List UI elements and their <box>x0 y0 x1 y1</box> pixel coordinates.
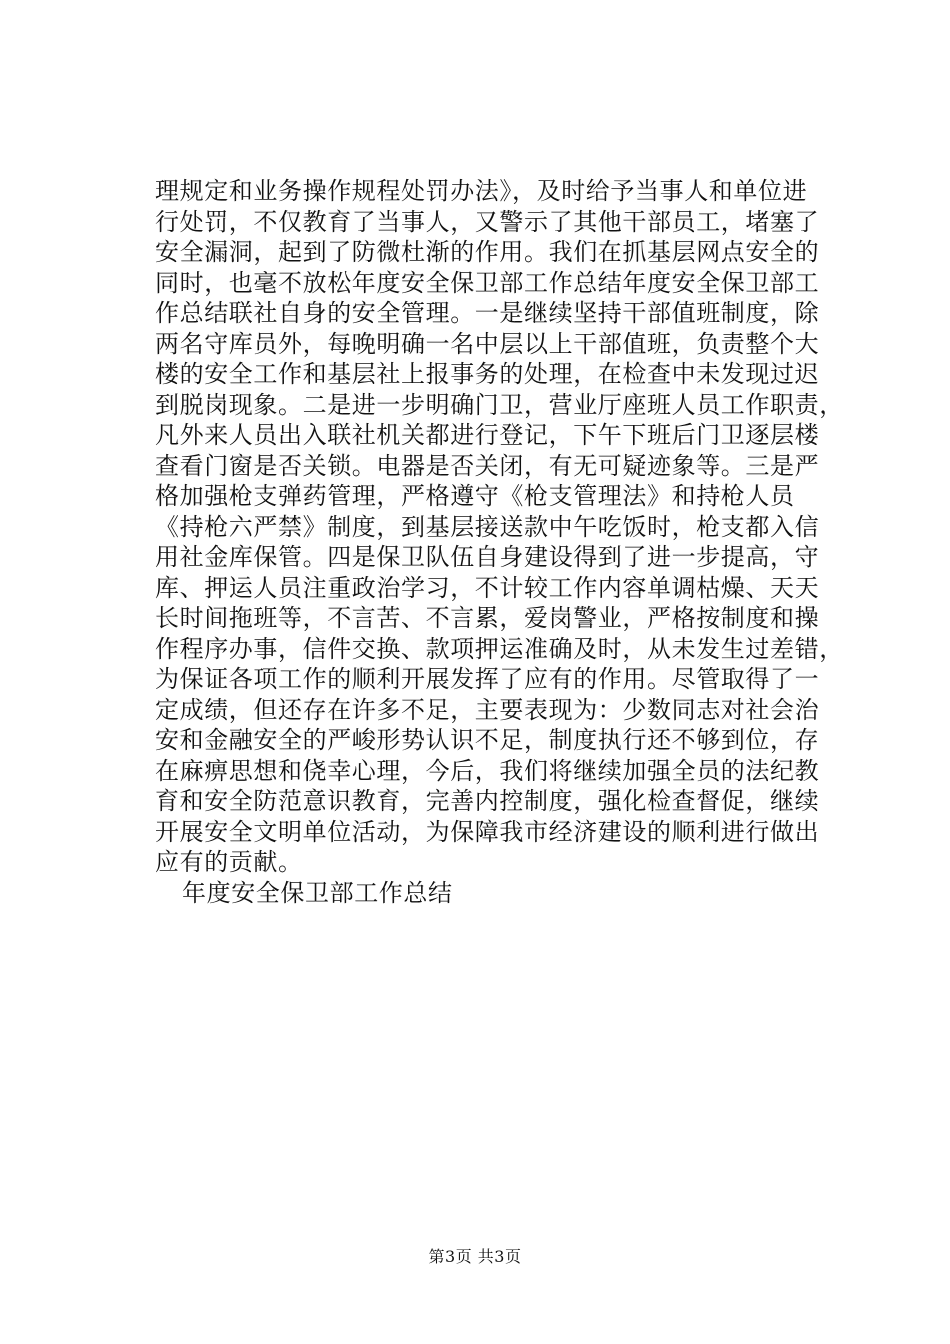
text-line: 格加强枪支弹药管理，严格遵守《枪支管理法》和持枪人员 <box>155 482 795 510</box>
text-line: 两名守库员外，每晚明确一名中层以上干部值班，负责整个大 <box>155 329 820 358</box>
text-line: 查看门窗是否关锁。电器是否关闭，有无可疑迹象等。三是严 <box>155 451 820 480</box>
text-line: 开展安全文明单位活动，为保障我市经济建设的顺利进行做出 <box>155 817 820 846</box>
closing-title: 年度安全保卫部工作总结 <box>182 878 453 907</box>
text-line: 楼的安全工作和基层社上报事务的处理，在检查中未发现过迟 <box>155 360 820 388</box>
text-line: 长时间拖班等，不言苦、不言累，爱岗警业，严格按制度和操 <box>155 604 820 632</box>
text-line: 用社金库保管。四是保卫队伍自身建设得到了进一步提高，守 <box>155 543 820 571</box>
text-line: 作总结联社自身的安全管理。一是继续坚持干部值班制度，除 <box>155 299 820 327</box>
text-line: 在麻痹思想和侥幸心理，今后，我们将继续加强全员的法纪教 <box>155 756 820 785</box>
text-line: 作程序办事，信件交换、款项押运准确及时，从未发生过差错， <box>155 634 844 663</box>
text-line: 《持枪六严禁》制度，到基层接送款中午吃饭时，枪支都入信 <box>155 512 820 541</box>
text-line: 凡外来人员出入联社机关都进行登记，下午下班后门卫逐层楼 <box>155 421 820 449</box>
text-line: 应有的贡献。 <box>155 848 303 876</box>
text-line: 行处罚，不仅教育了当事人，又警示了其他干部员工，堵塞了 <box>155 207 820 236</box>
text-line: 定成绩，但还存在许多不足，主要表现为：少数同志对社会治 <box>155 695 820 724</box>
text-line: 安全漏洞，起到了防微杜渐的作用。我们在抓基层网点安全的 <box>155 238 820 266</box>
text-line: 到脱岗现象。二是进一步明确门卫，营业厅座班人员工作职责， <box>155 390 844 419</box>
text-line: 理规定和业务操作规程处罚办法》，及时给予当事人和单位进 <box>155 177 808 205</box>
text-line: 安和金融安全的严峻形势认识不足，制度执行还不够到位，存 <box>155 726 820 754</box>
text-line: 育和安全防范意识教育，完善内控制度，强化检查督促，继续 <box>155 787 820 815</box>
page-number-footer: 第3页 共3页 <box>428 1247 522 1266</box>
body-text <box>155 176 845 908</box>
text-line: 同时，也毫不放松年度安全保卫部工作总结年度安全保卫部工 <box>155 268 820 297</box>
text-line: 为保证各项工作的顺利开展发挥了应有的作用。尽管取得了一 <box>155 665 820 693</box>
text-line: 库、押运人员注重政治学习，不计较工作内容单调枯燥、天天 <box>155 573 820 602</box>
